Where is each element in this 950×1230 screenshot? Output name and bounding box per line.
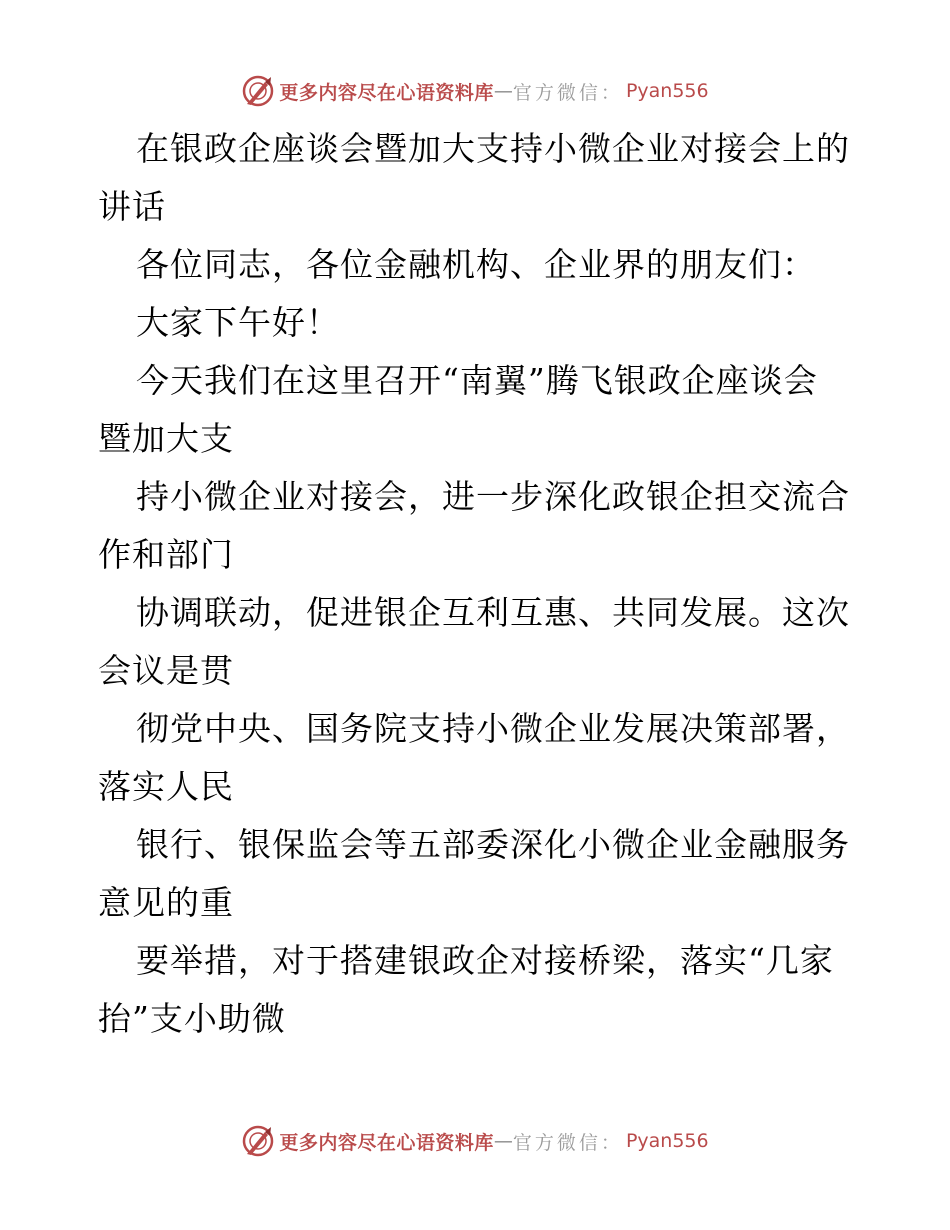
paragraph-line: 银行、银保监会等五部委深化小微企业金融服务: [136, 825, 850, 864]
paragraph-line: 今天我们在这里召开“南翼”腾飞银政企座谈会: [136, 361, 818, 400]
watermark-wechat-id: Pyan556: [625, 1130, 709, 1152]
watermark-official-label: 官方微信: [512, 1131, 601, 1154]
paragraph-line: 在银政企座谈会暨加大支持小微企业对接会上的: [136, 129, 850, 168]
paragraph: [98, 120, 858, 236]
watermark-official-label: 官方微信: [512, 81, 601, 104]
paragraph: [98, 816, 858, 932]
paragraph-line: 彻党中央、国务院支持小微企业发展决策部署，: [136, 709, 850, 748]
paragraph-line: 各位同志，各位金融机构、企业界的朋友们：: [136, 245, 816, 284]
paragraph: [98, 352, 858, 468]
watermark-dash: —: [493, 80, 513, 102]
watermark-wechat-id: Pyan556: [625, 80, 709, 102]
quill-logo-icon: [241, 1124, 275, 1158]
paragraph-line: 意见的重: [98, 883, 234, 922]
paragraph: [98, 294, 858, 352]
paragraph-line: 要举措，对于搭建银政企对接桥梁，落实“几家: [136, 941, 834, 980]
paragraph: [98, 932, 858, 1048]
paragraph-line: 落实人民: [98, 767, 234, 806]
watermark-text: 更多内容尽在心语资料库: [279, 81, 494, 104]
document-body: [98, 120, 858, 1048]
watermark-text: 更多内容尽在心语资料库: [279, 1131, 494, 1154]
paragraph: [98, 236, 858, 294]
watermark-colon: ：: [600, 81, 620, 104]
paragraph-line: 大家下午好！: [136, 303, 340, 342]
paragraph-line: 暨加大支: [98, 419, 234, 458]
paragraph: [98, 468, 858, 584]
footer-watermark: [0, 1121, 950, 1161]
quill-logo-icon: [241, 74, 275, 108]
paragraph: [98, 700, 858, 816]
paragraph-line: 作和部门: [98, 535, 234, 574]
watermark-dash: —: [493, 1130, 513, 1152]
header-watermark: [0, 71, 950, 111]
paragraph-line: 会议是贯: [98, 651, 234, 690]
paragraph: [98, 584, 858, 700]
watermark-colon: ：: [600, 1131, 620, 1154]
paragraph-line: 协调联动，促进银企互利互惠、共同发展。这次: [136, 593, 850, 632]
paragraph-line: 持小微企业对接会，进一步深化政银企担交流合: [136, 477, 850, 516]
paragraph-line: 讲话: [98, 187, 166, 226]
paragraph-line: 抬”支小助微: [98, 999, 286, 1038]
